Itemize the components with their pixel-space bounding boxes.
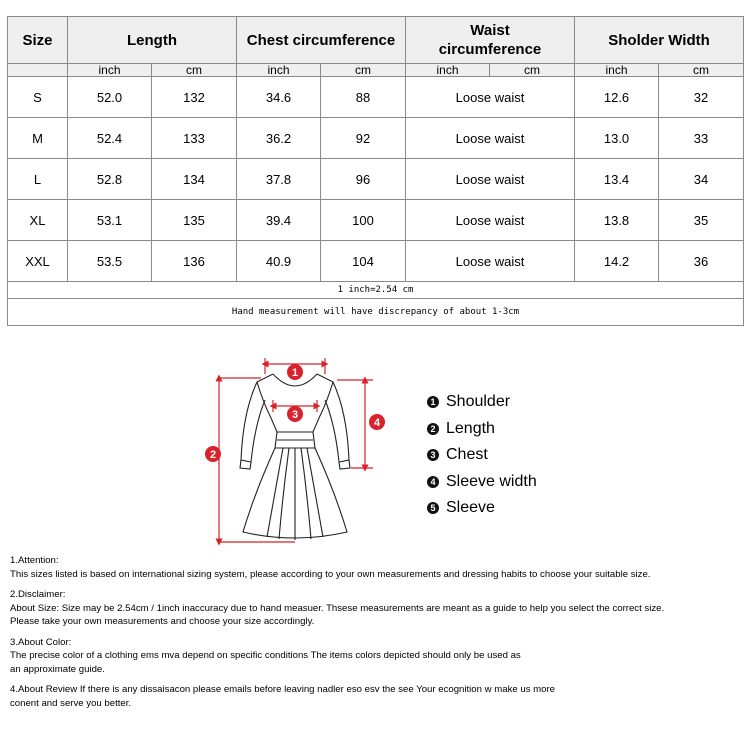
svg-text:1: 1: [291, 367, 299, 379]
unit-label: inch: [575, 64, 659, 77]
table-header-row: [8, 17, 744, 64]
note-line: Please take your own measurements and choose your size accordingly.: [10, 616, 315, 627]
cell-size: XL: [8, 200, 68, 241]
unit-label: inch: [237, 64, 321, 77]
cell-size: M: [8, 118, 68, 159]
svg-text:2: 2: [209, 449, 217, 461]
measurement-legend: [427, 389, 537, 522]
unit-label: cm: [152, 64, 237, 77]
cell-length-inch: 53.5: [68, 241, 152, 282]
cell-shoulder-cm: 34: [659, 159, 744, 200]
cell-shoulder-cm: 33: [659, 118, 744, 159]
legend-label: Sleeve: [446, 499, 495, 517]
cell-chest-cm: 104: [321, 241, 406, 282]
cell-length-inch: 53.1: [68, 200, 152, 241]
legend-item-shoulder: [427, 389, 537, 416]
dress-measurement-diagram: [205, 352, 395, 552]
cell-shoulder-inch: 13.0: [575, 118, 659, 159]
legend-item-sleeve: [427, 495, 537, 522]
note-line: About Size: Size may be 2.54cm / 1inch inaccuracy due to hand measuer. Thsese measurements are meant as a guide to help you select the correct size.: [10, 602, 665, 614]
legend-number: 5: [427, 502, 439, 514]
marker-3: [287, 406, 303, 422]
cell-length-inch: 52.4: [68, 118, 152, 159]
cell-chest-inch: 39.4: [237, 200, 321, 241]
legend-label: Length: [446, 419, 495, 437]
header-length: Length: [68, 17, 237, 64]
unit-label: inch: [68, 64, 152, 77]
header-waist: Waist circumference: [406, 17, 575, 64]
legend-number: 3: [427, 449, 439, 461]
note-line: conent and serve you better.: [10, 697, 132, 709]
note-line: 4.About Review If there is any dissaisacon please emails before leaving nadler eso esv the see Your ecognition w make us more: [10, 684, 556, 695]
svg-text:4: 4: [373, 417, 381, 429]
cell-waist: Loose waist: [406, 200, 575, 241]
unit-label: cm: [490, 64, 575, 77]
header-chest: Chest circumference: [237, 17, 406, 64]
notes-section: [10, 554, 746, 717]
cell-chest-inch: 40.9: [237, 241, 321, 282]
cell-shoulder-inch: 13.4: [575, 159, 659, 200]
discrepancy-row: [8, 299, 744, 326]
marker-2: [205, 446, 221, 462]
cell-shoulder-cm: 32: [659, 77, 744, 118]
cell-length-cm: 135: [152, 200, 237, 241]
note-color: [10, 636, 746, 677]
cell-shoulder-cm: 36: [659, 241, 744, 282]
conversion-row: [8, 282, 744, 299]
conversion-note: 1 inch=2.54 cm: [8, 282, 744, 299]
table-row: [8, 77, 744, 118]
cell-length-cm: 132: [152, 77, 237, 118]
note-title: 3.About Color:: [10, 636, 72, 648]
note-title: 2.Disclaimer:: [10, 589, 66, 600]
cell-waist: Loose waist: [406, 77, 575, 118]
cell-length-cm: 134: [152, 159, 237, 200]
table-row: [8, 159, 744, 200]
table-units-row: [8, 64, 744, 77]
marker-4: [369, 414, 385, 430]
cell-shoulder-cm: 35: [659, 200, 744, 241]
cell-chest-cm: 88: [321, 77, 406, 118]
svg-text:3: 3: [291, 409, 299, 421]
legend-item-sleeve-width: [427, 469, 537, 496]
units-blank: [8, 64, 68, 77]
cell-chest-inch: 37.8: [237, 159, 321, 200]
legend-label: Shoulder: [446, 393, 511, 411]
marker-1: [287, 364, 303, 380]
cell-shoulder-inch: 13.8: [575, 200, 659, 241]
cell-chest-inch: 36.2: [237, 118, 321, 159]
note-line: This sizes listed is based on international sizing system, please according to your own measurements and dressing habits to choose your suitable size.: [10, 568, 651, 580]
legend-number: 4: [427, 476, 439, 488]
cell-chest-cm: 92: [321, 118, 406, 159]
cell-waist: Loose waist: [406, 159, 575, 200]
discrepancy-note: Hand measurement will have discrepancy of about 1-3cm: [8, 299, 744, 326]
note-title: 1.Attention:: [10, 555, 59, 566]
note-disclaimer: [10, 588, 746, 629]
note-review: [10, 683, 746, 710]
unit-label: cm: [659, 64, 744, 77]
cell-length-cm: 133: [152, 118, 237, 159]
header-shoulder: Sholder Width: [575, 17, 744, 64]
cell-chest-inch: 34.6: [237, 77, 321, 118]
dress-illustration: [205, 352, 395, 552]
legend-item-chest: [427, 442, 537, 469]
note-attention: [10, 554, 746, 581]
legend-number: 2: [427, 423, 439, 435]
cell-shoulder-inch: 14.2: [575, 241, 659, 282]
note-line: an approximate guide.: [10, 663, 105, 675]
table-row: [8, 241, 744, 282]
cell-shoulder-inch: 12.6: [575, 77, 659, 118]
table-row: [8, 200, 744, 241]
cell-size: L: [8, 159, 68, 200]
cell-waist: Loose waist: [406, 118, 575, 159]
legend-number: 1: [427, 396, 439, 408]
legend-item-length: [427, 416, 537, 443]
unit-label: inch: [406, 64, 490, 77]
note-line: The precise color of a clothing ems mva depend on specific conditions The items colors depicted should only be used as: [10, 650, 521, 661]
cell-size: S: [8, 77, 68, 118]
dress-outline: [240, 374, 350, 540]
table-row: [8, 118, 744, 159]
cell-length-inch: 52.0: [68, 77, 152, 118]
legend-label: Chest: [446, 446, 488, 464]
cell-length-cm: 136: [152, 241, 237, 282]
cell-size: XXL: [8, 241, 68, 282]
cell-length-inch: 52.8: [68, 159, 152, 200]
cell-chest-cm: 96: [321, 159, 406, 200]
cell-waist: Loose waist: [406, 241, 575, 282]
size-chart-table: [7, 16, 744, 326]
cell-chest-cm: 100: [321, 200, 406, 241]
unit-label: cm: [321, 64, 406, 77]
legend-label: Sleeve width: [446, 472, 537, 490]
header-size: Size: [8, 17, 68, 64]
